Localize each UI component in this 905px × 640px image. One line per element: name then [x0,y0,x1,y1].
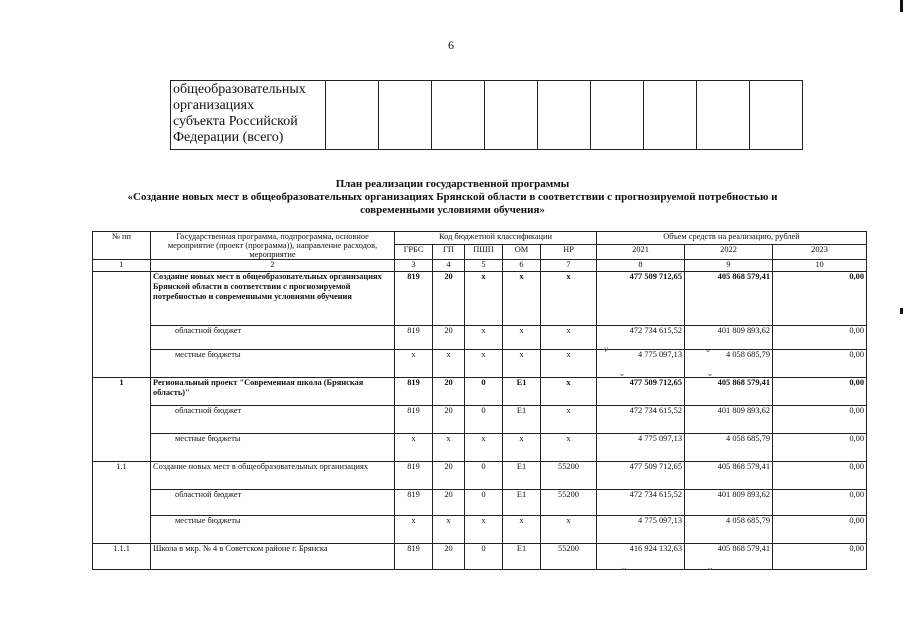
header-row-1 [93,232,867,245]
plan-title-line1: План реализации государственной программы [335,178,570,190]
cell-gp: 20 [433,378,465,406]
cell-2022: 4 058 685,79 [685,350,773,378]
col-number: 10 [773,260,867,272]
cell-2022: 401 809 893,62 [685,326,773,350]
cell-om: х [503,516,541,544]
header-col-numbers [93,260,867,272]
cell-2021: 472 734 615,52 [597,406,685,434]
scan-edge-mark [900,308,903,314]
cell-nr: х [541,272,597,326]
row-number-cell: 1 [93,378,151,462]
cell-grbs: х [395,516,433,544]
fragment-empty-cell [697,81,750,150]
row-name-cell: Создание новых мест в общеобразовательных организациях Брянской области в соответствии с прогнозируемой потребностью и современными условиями обучения [151,272,395,326]
cell-pgp: 0 [465,544,503,570]
cell-om: E1 [503,406,541,434]
header-year-2023: 2023 [773,244,867,259]
plan-title-line2: «Создание новых мест в общеобразовательных организациях Брянской области в соответствии с прогнозируемой потребностью и [127,191,778,203]
cell-2021: 477 509 712,65 [597,378,685,406]
row-name-cell: местные бюджеты [151,350,395,378]
cell-gp: х [433,350,465,378]
table-row [93,350,867,378]
cell-2022: 405 868 579,41 [685,544,773,570]
fragment-row [171,81,803,150]
cell-2023: 0,00 [773,516,867,544]
handwritten-checkmark: v [604,344,608,354]
cell-om: E1 [503,462,541,490]
cell-grbs: х [395,350,433,378]
row-name-cell: областной бюджет [151,326,395,350]
cell-grbs: 819 [395,272,433,326]
row-number-cell: 1.1.1 [93,544,151,570]
table-row [93,326,867,350]
col-number: 2 [151,260,395,272]
fragment-line: субъекта Российской [173,114,298,129]
header-code-group: Код бюджетной классификации [395,232,597,245]
row-number-cell [93,272,151,378]
handwritten-checkmark: ⌄ [620,562,628,572]
plan-table-body [93,272,867,570]
header-code-grbs: ГРБС [395,244,433,259]
cell-grbs: х [395,434,433,462]
header-code-pgp: ПШП [465,244,503,259]
fragment-empty-cell [326,81,379,150]
cell-2022: 4 058 685,79 [685,516,773,544]
cell-gp: х [433,516,465,544]
table-row [93,434,867,462]
cell-2021: 472 734 615,52 [597,490,685,516]
cell-nr: х [541,378,597,406]
plan-title-line3: современными условиями обучения» [360,204,545,216]
fragment-empty-cell [485,81,538,150]
cell-pgp: 0 [465,490,503,516]
fragment-line: Федерации (всего) [173,130,284,145]
cell-pgp: 0 [465,378,503,406]
cell-2021: 4 775 097,13 [597,350,685,378]
fragment-empty-cell [432,81,485,150]
col-number: 8 [597,260,685,272]
row-name-cell: Создание новых мест в общеобразовательных организациях [151,462,395,490]
header-year-2021: 2021 [597,244,685,259]
cell-2021: 416 924 132,63 [597,544,685,570]
cell-gp: 20 [433,326,465,350]
cell-pgp: х [465,272,503,326]
col-number: 4 [433,260,465,272]
row-number-cell: 1.1 [93,462,151,544]
col-number: 6 [503,260,541,272]
fragment-label-cell [171,81,326,150]
header-volume-group: Объем средств на реализацию, рублей [597,232,867,245]
cell-2021: 4 775 097,13 [597,516,685,544]
handwritten-checkmark: ⌄ [706,562,714,572]
cell-2021: 477 509 712,65 [597,462,685,490]
cell-2023: 0,00 [773,406,867,434]
cell-gp: 20 [433,544,465,570]
cell-pgp: 0 [465,406,503,434]
cell-2023: 0,00 [773,350,867,378]
table-row [93,462,867,490]
handwritten-checkmark: ⌄ [706,368,714,378]
cell-2023: 0,00 [773,326,867,350]
row-name-cell: областной бюджет [151,406,395,434]
cell-nr: х [541,406,597,434]
cell-2023: 0,00 [773,434,867,462]
col-number: 5 [465,260,503,272]
cell-pgp: х [465,326,503,350]
page-number: 6 [448,38,454,52]
col-number: 7 [541,260,597,272]
col-number: 1 [93,260,151,272]
cell-grbs: 819 [395,544,433,570]
row-name-cell: Региональный проект "Современная школа (Брянская область)" [151,378,395,406]
row-name-cell: Школа в мкр. № 4 в Советском районе г. Брянска [151,544,395,570]
fragment-line: организациях [173,98,255,113]
table-row [93,516,867,544]
cell-om: E1 [503,378,541,406]
row-name-cell: местные бюджеты [151,516,395,544]
col-number: 9 [685,260,773,272]
cell-nr: 55200 [541,462,597,490]
fragment-empty-cell [379,81,432,150]
header-year-2022: 2022 [685,244,773,259]
cell-om: E1 [503,544,541,570]
cell-grbs: 819 [395,462,433,490]
scan-edge-mark [900,0,903,12]
cell-pgp: х [465,350,503,378]
header-name: Государственная программа, подпрограмма, основное мероприятие (проект (программа)), направление расходов, мероприятие [151,232,395,260]
table-row [93,544,867,570]
cell-2021: 472 734 615,52 [597,326,685,350]
cell-grbs: 819 [395,490,433,516]
cell-2022: 4 058 685,79 [685,434,773,462]
row-name-cell: местные бюджеты [151,434,395,462]
cell-2023: 0,00 [773,544,867,570]
cell-nr: х [541,326,597,350]
cell-grbs: 819 [395,378,433,406]
cell-gp: х [433,434,465,462]
cell-gp: 20 [433,406,465,434]
cell-pgp: х [465,516,503,544]
handwritten-checkmark: ⌄ [618,368,626,378]
cell-2022: 401 809 893,62 [685,490,773,516]
cell-2021: 477 509 712,65 [597,272,685,326]
fragment-empty-cell [644,81,697,150]
cell-om: х [503,272,541,326]
cell-pgp: 0 [465,462,503,490]
handwritten-checkmark: ⌄ [704,344,712,354]
fragment-empty-cell [538,81,591,150]
header-code-om: ОМ [503,244,541,259]
cell-gp: 20 [433,272,465,326]
cell-nr: 55200 [541,544,597,570]
cell-om: E1 [503,490,541,516]
header-code-gp: ГП [433,244,465,259]
table-row [93,272,867,326]
header-num: № пп [93,232,151,260]
previous-table-fragment [170,80,803,150]
fragment-empty-cell [591,81,644,150]
row-name-cell: областной бюджет [151,490,395,516]
cell-2023: 0,00 [773,272,867,326]
table-row [93,378,867,406]
fragment-line: общеобразовательных [173,82,306,97]
cell-om: х [503,434,541,462]
cell-om: х [503,326,541,350]
plan-table [92,231,867,570]
cell-grbs: 819 [395,326,433,350]
header-code-nr: НР [541,244,597,259]
cell-2023: 0,00 [773,378,867,406]
cell-nr: х [541,516,597,544]
cell-2022: 405 868 579,41 [685,462,773,490]
table-row [93,406,867,434]
cell-nr: 55200 [541,490,597,516]
cell-nr: х [541,350,597,378]
cell-gp: 20 [433,462,465,490]
col-number: 3 [395,260,433,272]
table-row [93,490,867,516]
cell-2022: 405 868 579,41 [685,272,773,326]
cell-gp: 20 [433,490,465,516]
cell-2022: 401 809 893,62 [685,406,773,434]
cell-2023: 0,00 [773,462,867,490]
cell-om: х [503,350,541,378]
cell-grbs: 819 [395,406,433,434]
fragment-empty-cell [750,81,803,150]
cell-pgp: х [465,434,503,462]
cell-2022: 405 868 579,41 [685,378,773,406]
cell-2023: 0,00 [773,490,867,516]
plan-title [0,178,905,217]
cell-2021: 4 775 097,13 [597,434,685,462]
cell-nr: х [541,434,597,462]
